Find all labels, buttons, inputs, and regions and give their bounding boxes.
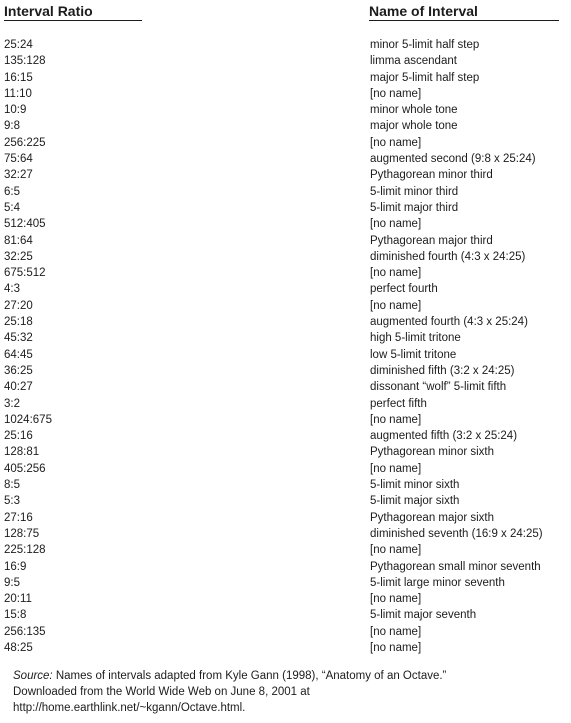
interval-name: 5-limit minor third (370, 185, 459, 198)
table-row (0, 265, 571, 281)
source-line-1 (13, 668, 553, 684)
table-row (0, 510, 571, 526)
interval-ratio: 256:225 (4, 136, 46, 149)
interval-name: augmented second (9:8 x 25:24) (370, 153, 536, 166)
interval-ratio: 75:64 (4, 153, 33, 166)
interval-ratio: 25:18 (4, 316, 33, 329)
interval-name: [no name] (370, 136, 422, 149)
interval-ratio: 9:5 (4, 576, 20, 589)
interval-ratio: 40:27 (4, 381, 33, 394)
interval-ratio: 8:5 (4, 479, 20, 492)
interval-ratio-header: Interval Ratio (4, 4, 142, 21)
interval-name: Pythagorean major third (370, 234, 493, 247)
table-row (0, 542, 571, 558)
interval-name: 5-limit large minor seventh (370, 576, 505, 589)
table-row (0, 347, 571, 363)
interval-name: diminished fifth (3:2 x 24:25) (370, 364, 515, 377)
interval-ratio: 5:3 (4, 495, 20, 508)
interval-name: 5-limit major seventh (370, 609, 477, 622)
interval-ratio: 25:16 (4, 430, 33, 443)
interval-name: minor whole tone (370, 104, 458, 117)
interval-ratio: 11:10 (4, 87, 32, 100)
interval-name: minor 5-limit half step (370, 39, 480, 51)
interval-name: [no name] (370, 544, 422, 557)
interval-ratio: 512:405 (4, 218, 46, 231)
interval-ratio: 5:4 (4, 201, 20, 214)
interval-name: limma ascendant (370, 55, 457, 68)
table-row (0, 640, 571, 656)
table-row (0, 412, 571, 428)
interval-ratio: 6:5 (4, 185, 20, 198)
table-row (0, 184, 571, 200)
interval-ratio: 16:15 (4, 71, 33, 84)
table-row (0, 493, 571, 509)
interval-ratio: 405:256 (4, 462, 46, 475)
interval-name: perfect fourth (370, 283, 438, 296)
table-row (0, 526, 571, 542)
interval-name: [no name] (370, 218, 422, 231)
table-row (0, 314, 571, 330)
interval-ratio: 256:135 (4, 625, 46, 638)
interval-name: [no name] (370, 87, 422, 100)
interval-ratio: 128:81 (4, 446, 40, 459)
interval-name: [no name] (370, 625, 422, 638)
interval-name: [no name] (370, 593, 422, 606)
interval-name: Pythagorean minor third (370, 169, 493, 182)
interval-ratio: 3:2 (4, 397, 20, 410)
interval-name: dissonant “wolf” 5-limit fifth (370, 381, 507, 394)
interval-ratio: 675:512 (4, 267, 46, 280)
table-row (0, 379, 571, 395)
interval-ratio: 10:9 (4, 104, 27, 117)
table-row (0, 37, 571, 53)
interval-ratio: 27:16 (4, 511, 33, 524)
table-row (0, 330, 571, 346)
table-row (0, 70, 571, 86)
interval-name: [no name] (370, 267, 422, 280)
interval-name: high 5-limit tritone (370, 332, 461, 345)
table-row (0, 167, 571, 183)
table-row (0, 281, 571, 297)
interval-ratio: 4:3 (4, 283, 20, 296)
interval-name: low 5-limit tritone (370, 348, 457, 361)
source-text-1: Names of intervals adapted from Kyle Gann (1998), “Anatomy of an Octave.” (52, 670, 447, 682)
interval-name: Pythagorean small minor seventh (370, 560, 541, 573)
interval-name: 5-limit minor sixth (370, 479, 460, 492)
table-row (0, 102, 571, 118)
table-row (0, 363, 571, 379)
interval-ratio: 27:20 (4, 299, 33, 312)
interval-ratio: 32:27 (4, 169, 33, 182)
interval-name: Pythagorean minor sixth (370, 446, 495, 459)
interval-ratio: 225:128 (4, 544, 46, 557)
interval-name: [no name] (370, 462, 422, 475)
interval-ratio: 16:9 (4, 560, 27, 573)
interval-ratio: 81:64 (4, 234, 33, 247)
interval-ratio: 135:128 (4, 55, 46, 68)
table-row (0, 396, 571, 412)
table-row (0, 575, 571, 591)
interval-name: diminished seventh (16:9 x 24:25) (370, 527, 543, 540)
source-line-2: Downloaded from the World Wide Web on June 8, 2001 at (13, 686, 310, 698)
interval-ratio: 36:25 (4, 364, 33, 377)
interval-name: [no name] (370, 641, 422, 654)
table-row (0, 591, 571, 607)
table-row (0, 216, 571, 232)
source-label: Source: (13, 670, 53, 682)
table-row (0, 559, 571, 575)
interval-ratio: 48:25 (4, 641, 33, 654)
interval-ratio: 64:45 (4, 348, 33, 361)
table-row (0, 135, 571, 151)
interval-name: Pythagorean major sixth (370, 511, 495, 524)
table-row (0, 624, 571, 640)
interval-name: [no name] (370, 299, 422, 312)
table-row (0, 53, 571, 69)
interval-ratio: 32:25 (4, 250, 33, 263)
interval-name: [no name] (370, 413, 422, 426)
interval-ratio: 1024:675 (4, 413, 52, 426)
table-row (0, 86, 571, 102)
interval-ratio: 20:11 (4, 593, 32, 606)
table-row (0, 477, 571, 493)
table-row (0, 118, 571, 134)
table-row (0, 444, 571, 460)
interval-name: augmented fourth (4:3 x 25:24) (370, 316, 528, 329)
table-row (0, 461, 571, 477)
source-note (13, 668, 553, 716)
interval-name: perfect fifth (370, 397, 427, 410)
interval-name: augmented fifth (3:2 x 25:24) (370, 430, 518, 443)
interval-name-header: Name of Interval (369, 4, 559, 21)
interval-name: major 5-limit half step (370, 71, 480, 84)
table-row (0, 607, 571, 623)
table-row (0, 151, 571, 167)
interval-name: 5-limit major third (370, 201, 459, 214)
source-line-3: http://home.earthlink.net/~kgann/Octave.html. (13, 702, 246, 714)
table-row (0, 298, 571, 314)
interval-ratio: 9:8 (4, 120, 20, 133)
interval-name: diminished fourth (4:3 x 24:25) (370, 250, 526, 263)
interval-ratio: 45:32 (4, 332, 33, 345)
interval-name: major whole tone (370, 120, 458, 133)
table-row (0, 233, 571, 249)
interval-ratio: 15:8 (4, 609, 27, 622)
interval-ratio: 128:75 (4, 527, 40, 540)
interval-table (0, 37, 571, 656)
table-row (0, 428, 571, 444)
interval-ratio: 25:24 (4, 39, 33, 51)
interval-name: 5-limit major sixth (370, 495, 460, 508)
table-row (0, 249, 571, 265)
table-row (0, 200, 571, 216)
